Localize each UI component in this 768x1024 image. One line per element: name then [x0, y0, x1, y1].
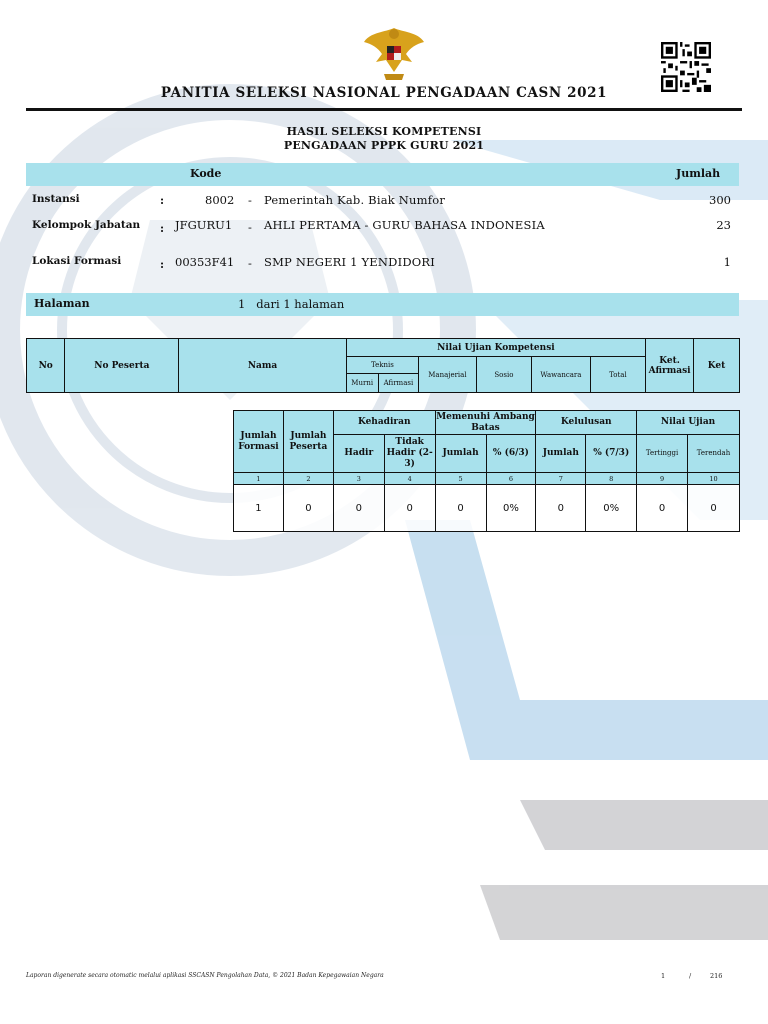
index-cell: 4	[384, 473, 435, 485]
instansi-name: Pemerintah Kab. Biak Numfor	[264, 193, 446, 207]
value-kel-jumlah: 0	[536, 485, 586, 532]
group-kelulusan: Kelulusan	[536, 411, 637, 435]
col-kel-pct: % (7/3)	[586, 435, 637, 473]
index-cell: 10	[688, 473, 740, 485]
col-total: Total	[590, 357, 645, 393]
col-no-peserta: No Peserta	[65, 339, 179, 393]
pagination-band	[26, 293, 739, 316]
value-kel-pct: 0%	[586, 485, 637, 532]
kode-label: Kode	[190, 167, 222, 180]
instansi-label: Instansi	[32, 193, 80, 205]
col-hadir: Hadir	[333, 435, 384, 473]
doc-title-line-2: PENGADAAN PPPK GURU 2021	[283, 139, 485, 152]
footer-page-total: 216	[710, 972, 723, 980]
index-cell: 6	[486, 473, 536, 485]
col-mab-jumlah: Jumlah	[435, 435, 486, 473]
col-kel-jumlah: Jumlah	[536, 435, 586, 473]
index-row	[234, 473, 740, 485]
group-kehadiran: Kehadiran	[333, 411, 435, 435]
results-table	[26, 338, 740, 393]
index-cell: 1	[234, 473, 284, 485]
col-jumlah-formasi: Jumlah Formasi	[234, 411, 284, 473]
instansi-count: 300	[709, 193, 731, 207]
value-jumlah-formasi: 1	[234, 485, 284, 532]
kelompok-jabatan-code: JFGURU1	[175, 218, 233, 232]
group-nilai-ujian-kompetensi: Nilai Ujian Kompetensi	[346, 339, 645, 357]
col-terendah: Terendah	[688, 435, 740, 473]
kelompok-jabatan-name: AHLI PERTAMA - GURU BAHASA INDONESIA	[264, 218, 545, 232]
value-mab-jumlah: 0	[435, 485, 486, 532]
org-title: PANITIA SELEKSI NASIONAL PENGADAAN CASN 2021	[160, 85, 608, 101]
instansi-dash: -	[248, 193, 252, 207]
header-divider	[26, 108, 742, 111]
lokasi-formasi-name: SMP NEGERI 1 YENDIDORI	[264, 255, 435, 269]
index-cell: 2	[283, 473, 333, 485]
value-terendah: 0	[688, 485, 740, 532]
col-no: No	[27, 339, 65, 393]
garuda-emblem-icon	[362, 22, 426, 86]
col-tidak-hadir: Tidak Hadir (2-3)	[384, 435, 435, 473]
value-mab-pct: 0%	[486, 485, 536, 532]
col-manajerial: Manajerial	[419, 357, 477, 393]
sub-murni: Murni	[346, 374, 378, 393]
col-mab-pct: % (6/3)	[486, 435, 536, 473]
lokasi-formasi-count: 1	[723, 255, 731, 269]
value-tertinggi: 0	[637, 485, 688, 532]
kelompok-jabatan-dash: -	[248, 220, 252, 234]
col-ket-afirmasi: Ket. Afirmasi	[646, 339, 694, 393]
col-wawancara: Wawancara	[532, 357, 591, 393]
index-cell: 9	[637, 473, 688, 485]
jumlah-label: Jumlah	[676, 167, 721, 180]
value-tidak-hadir: 0	[384, 485, 435, 532]
sub-afirmasi: Afirmasi	[378, 374, 418, 393]
sub-teknis: Teknis	[346, 357, 418, 374]
halaman-value: 1 dari 1 halaman	[238, 297, 345, 311]
summary-values-row	[234, 485, 740, 532]
index-cell: 3	[333, 473, 384, 485]
kelompok-jabatan-colon: :	[160, 222, 165, 235]
lokasi-formasi-label: Lokasi Formasi	[32, 255, 122, 267]
value-jumlah-peserta: 0	[283, 485, 333, 532]
footer-note: Laporan digenerate secara otomatic melalui aplikasi SSCASN Pengolahan Data, © 2021 Badan Kepegawaian Negara	[26, 972, 384, 979]
doc-title-line-1: HASIL SELEKSI KOMPETENSI	[286, 125, 482, 138]
footer-page-current: 1	[661, 972, 666, 980]
group-nilai-ujian: Nilai Ujian	[637, 411, 740, 435]
col-sosio: Sosio	[476, 357, 531, 393]
col-ket: Ket	[694, 339, 740, 393]
summary-table	[233, 410, 740, 532]
halaman-label: Halaman	[34, 297, 90, 310]
lokasi-formasi-dash: -	[248, 256, 252, 270]
value-hadir: 0	[333, 485, 384, 532]
kelompok-jabatan-label: Kelompok Jabatan	[32, 219, 141, 231]
index-cell: 8	[586, 473, 637, 485]
instansi-code: 8002	[205, 193, 235, 207]
col-jumlah-peserta: Jumlah Peserta	[283, 411, 333, 473]
col-tertinggi: Tertinggi	[637, 435, 688, 473]
footer-page-separator: /	[689, 972, 692, 980]
info-header-band	[26, 163, 739, 186]
group-memenuhi-ambang-batas: Memenuhi Ambang Batas	[436, 411, 535, 433]
instansi-colon: :	[160, 194, 165, 207]
index-cell: 5	[435, 473, 486, 485]
index-cell: 7	[536, 473, 586, 485]
kelompok-jabatan-count: 23	[716, 218, 731, 232]
lokasi-formasi-colon: :	[160, 258, 165, 271]
col-nama: Nama	[179, 339, 346, 393]
lokasi-formasi-code: 00353F41	[175, 255, 235, 269]
